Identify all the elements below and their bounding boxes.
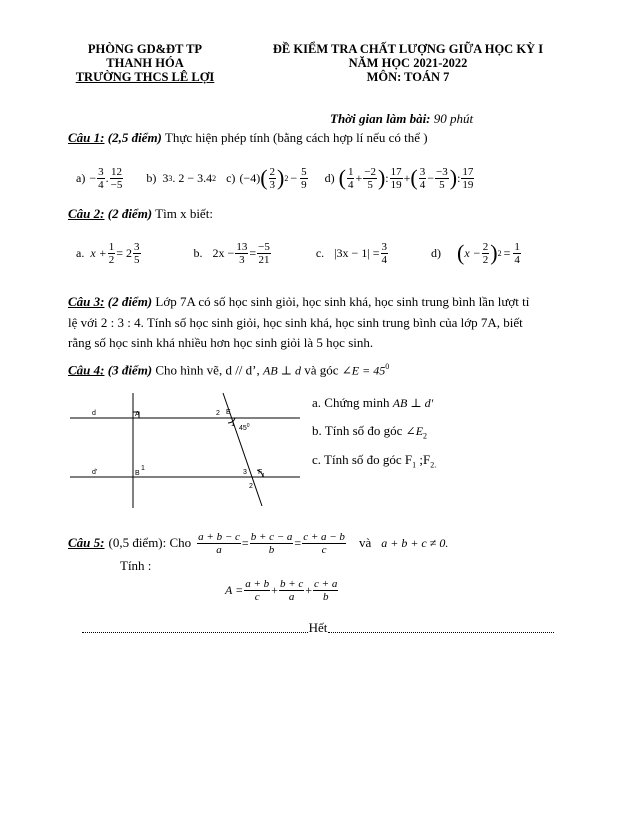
school-year: NĂM HỌC 2021-2022 <box>348 56 468 70</box>
end-line <box>82 620 554 636</box>
q4-part-a: a. Chứng minh AB ⊥ d' <box>312 395 434 410</box>
q1-a-label: a) <box>76 170 86 185</box>
fraction: $\frac{-5}{21}$ <box>258 240 270 266</box>
fraction: $\frac{-3}{5}$ <box>436 165 448 191</box>
fraction: $\frac{3}{4}$ <box>419 165 426 191</box>
q2-heading: Câu 2: (2 điểm) Tìm x biết: <box>68 206 213 221</box>
q1-c-label: c) <box>226 170 236 185</box>
end-label: Hết <box>308 620 328 635</box>
fraction: $\frac{1}{4}$ <box>347 165 354 191</box>
label-e-1: 1 <box>231 421 235 428</box>
fraction: $\frac{a + b - c}{a}$ <box>198 530 240 556</box>
fraction: $\frac{1}{4}$ <box>514 240 520 266</box>
label-f-3: 3 <box>243 469 247 476</box>
fraction: $\frac{17}{19}$ <box>390 165 402 191</box>
q2-c-label: c. <box>315 245 325 260</box>
city: THANH HÓA <box>106 56 184 70</box>
fraction: $\frac{1}{2}$ <box>108 240 115 266</box>
fraction: $\frac{c + a - b}{c}$ <box>303 530 345 556</box>
q5-expression: A = $\frac{a + b}{c}$ + $\frac{b + c}{a}$ + $\frac{c + a}{b}$ <box>225 577 338 603</box>
fraction: $\frac{-2}{5}$ <box>364 165 376 191</box>
label-e: E <box>226 409 231 416</box>
label-e-2: 2 <box>216 410 220 417</box>
label-a: A <box>135 411 140 418</box>
fraction: $\frac{a + b}{c}$ <box>245 577 270 603</box>
fraction: $\frac{5}{9}$ <box>301 165 307 191</box>
fraction: $\frac{b + c - a}{b}$ <box>250 530 293 556</box>
q3-line-2: lệ với 2 : 3 : 4. Tính số học sinh giỏi, học sinh khá, học sinh trung bình của lớp 7A, biết <box>68 314 523 330</box>
label-angle-45: $45^0$ <box>239 423 250 432</box>
q2-d-label: d) <box>431 245 441 260</box>
school: TRƯỜNG THCS LÊ LỢI <box>75 70 215 84</box>
label-b-1: 1 <box>141 465 145 472</box>
q4-part-c: c. Tính số đo góc $F_1$ $;F_{2.}$ <box>312 452 437 470</box>
q2-a-label: a. <box>76 245 85 260</box>
label-b: B <box>135 470 140 477</box>
fraction: $\frac{3}{4}$ <box>98 165 104 191</box>
q3-line-1: Câu 3: (2 điểm) Lớp 7A có số học sinh giỏi, học sinh khá, học sinh trung bình lần lượt tỉ <box>68 294 530 309</box>
label-f-2: 2 <box>249 483 253 490</box>
fraction: $\frac{b + c}{a}$ <box>279 577 304 603</box>
q4-part-b: b. Tính số đo góc $\angle E_2$ <box>312 423 428 441</box>
q2-expressions: a. x + $\frac{1}{2}$ = 2 $\frac{3}{5}$ b. 2x − $\frac{13}{3}$ = $\frac{-5}{21}$ c. |3x − 1| = $\frac{3}{4}$ d) ( x − $\frac{2}{2}$ ) 2 = $\frac{1}{4}$ <box>76 240 520 266</box>
q1-b-label: b) <box>146 170 157 185</box>
header-right <box>248 42 568 84</box>
subject: MÔN: TOÁN 7 <box>366 70 450 84</box>
q2-b-label: b. <box>193 245 203 260</box>
time-limit: Thời gian làm bài: 90 phút <box>330 111 474 126</box>
q5-statement: Câu 5: (0,5 điểm): Cho $\frac{a + b - c}{a}$ = $\frac{b + c - a}{b}$ = $\frac{c + a - b}{c}$ và a + b + c ≠ 0. <box>68 530 449 556</box>
q1-heading: Câu 1: (2,5 điểm) Thực hiện phép tính (bằng cách hợp lí nếu có thể ) <box>68 130 428 145</box>
exam-title: ĐỀ KIỂM TRA CHẤT LƯỢNG GIỮA HỌC KỲ I <box>272 42 544 56</box>
q3-block <box>68 292 529 354</box>
fraction: $\frac{c + a}{b}$ <box>314 577 338 603</box>
department: PHÒNG GD&ĐT TP <box>87 42 203 56</box>
fraction: $\frac{13}{3}$ <box>236 240 248 266</box>
fraction: $\frac{2}{3}$ <box>269 165 276 191</box>
fraction: $\frac{12}{-5}$ <box>110 165 123 191</box>
fraction: $\frac{3}{4}$ <box>381 240 387 266</box>
q4-heading: Câu 4: (3 điểm) Cho hình vẽ, d // d’, AB ⊥ d và góc ∠E = $45^0$ <box>68 362 390 378</box>
fraction: $\frac{17}{19}$ <box>462 165 474 191</box>
q3-line-3: rằng số học sinh khá nhiều hơn học sinh giỏi là 5 học sinh. <box>68 335 374 350</box>
q1-d-label: d) <box>324 170 335 185</box>
label-d: d <box>92 410 96 417</box>
geometry-figure <box>70 385 305 515</box>
header-left <box>60 42 230 84</box>
fraction: $\frac{3}{5}$ <box>134 240 140 266</box>
label-d-prime: d' <box>92 469 98 476</box>
fraction: $\frac{2}{2}$ <box>482 240 489 266</box>
label-f: $F_1$ <box>258 469 266 479</box>
q5-tinh: Tính : <box>120 558 152 573</box>
q1-expressions: a) − $\frac{3}{4}$ . $\frac{12}{-5}$ b) 3 3 . 2 − 3.4 2 c) (−4) ( $\frac{2}{3}$ ) 2 − $\frac{5}{9}$ d) ( $\frac{1}{4}$ + $\frac{-2}{5}$ ) : $\frac{17}{19}$ + ( $\frac{3}{4}$ − $\frac{-3}{5}$ ) : $\frac{17}{19}$ <box>76 165 474 191</box>
